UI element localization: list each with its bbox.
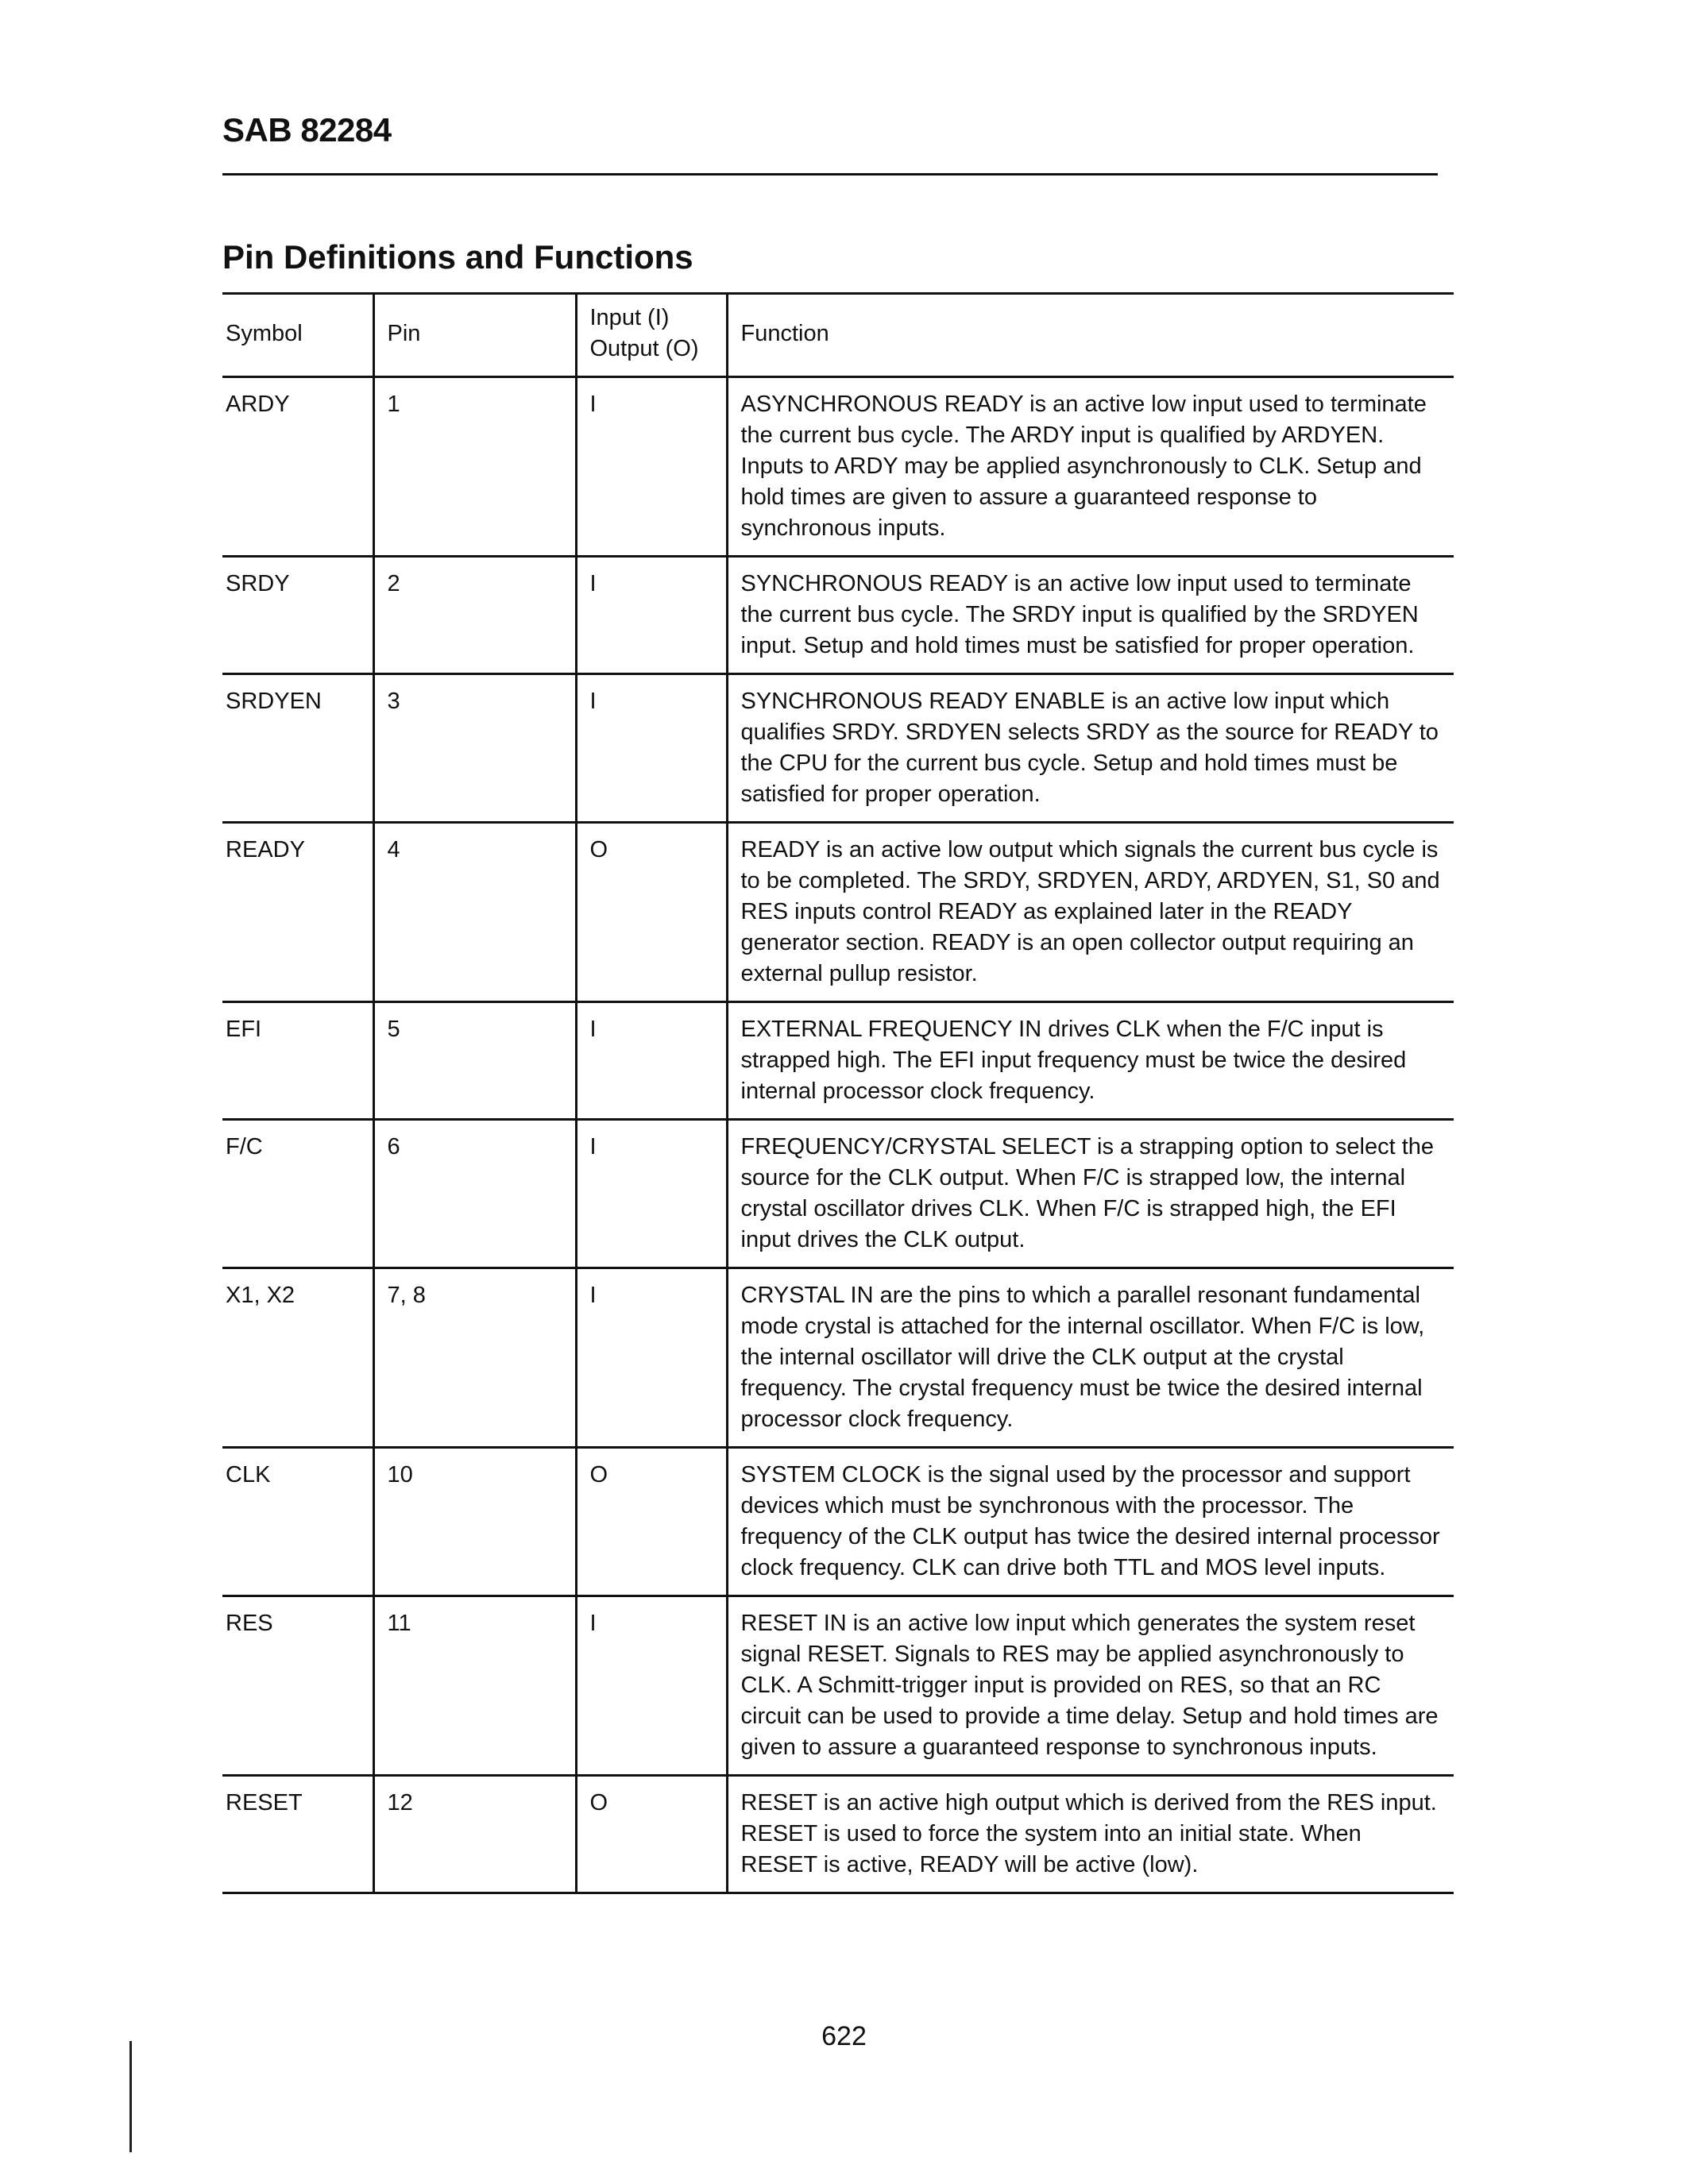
header-divider	[222, 173, 1438, 176]
pin-cell: 2	[373, 557, 576, 674]
symbol-cell: X1, X2	[222, 1268, 373, 1448]
function-cell: SYNCHRONOUS READY ENABLE is an active low input which qualifies SRDY. SRDYEN selects SRDY as the source for READY to the CPU for the current bus cycle. Setup and hold times must be satisfied for proper operation.	[727, 674, 1454, 823]
io-cell: O	[576, 823, 727, 1002]
table-row	[222, 1120, 1454, 1268]
pin-cell: 11	[373, 1596, 576, 1776]
pin-cell: 12	[373, 1776, 576, 1893]
section-title: Pin Definitions and Functions	[222, 238, 693, 276]
function-cell: SYSTEM CLOCK is the signal used by the processor and support devices which must be synchronous with the processor. The frequency of the CLK output has twice the desired internal processor clock frequency. CLK can drive both TTL and MOS level inputs.	[727, 1448, 1454, 1596]
function-cell: FREQUENCY/CRYSTAL SELECT is a strapping option to select the source for the CLK output. When F/C is strapped low, the internal crystal oscillator drives CLK. When F/C is strapped high, the EFI input drives the CLK output.	[727, 1120, 1454, 1268]
pin-cell: 7, 8	[373, 1268, 576, 1448]
symbol-cell: F/C	[222, 1120, 373, 1268]
symbol-cell: ARDY	[222, 377, 373, 557]
function-cell: READY is an active low output which signals the current bus cycle is to be completed. The SRDY, SRDYEN, ARDY, ARDYEN, S1, S0 and RES inputs control READY as explained later in the READY generator section. READY is an open collector output requiring an external pullup resistor.	[727, 823, 1454, 1002]
symbol-cell: READY	[222, 823, 373, 1002]
pin-cell: 3	[373, 674, 576, 823]
table-row	[222, 557, 1454, 674]
table-row	[222, 674, 1454, 823]
pin-definitions-table	[222, 292, 1454, 1894]
column-header-pin: Pin	[373, 294, 576, 377]
function-cell: RESET is an active high output which is derived from the RES input. RESET is used to force the system into an initial state. When RESET is active, READY will be active (low).	[727, 1776, 1454, 1893]
symbol-cell: EFI	[222, 1002, 373, 1120]
symbol-cell: RES	[222, 1596, 373, 1776]
table-row	[222, 1448, 1454, 1596]
pin-cell: 1	[373, 377, 576, 557]
symbol-cell: RESET	[222, 1776, 373, 1893]
column-header-io	[576, 294, 727, 377]
function-cell: ASYNCHRONOUS READY is an active low input used to terminate the current bus cycle. The ARDY input is qualified by ARDYEN. Inputs to ARDY may be applied asynchronously to CLK. Setup and hold times are given to assure a guaranteed response to synchronous inputs.	[727, 377, 1454, 557]
pin-cell: 6	[373, 1120, 576, 1268]
function-cell: SYNCHRONOUS READY is an active low input used to terminate the current bus cycle. The SRDY input is qualified by the SRDYEN input. Setup and hold times must be satisfied for proper operation.	[727, 557, 1454, 674]
pin-cell: 10	[373, 1448, 576, 1596]
io-cell: I	[576, 557, 727, 674]
pin-cell: 4	[373, 823, 576, 1002]
symbol-cell: SRDYEN	[222, 674, 373, 823]
io-cell: I	[576, 377, 727, 557]
table-header-row	[222, 294, 1454, 377]
margin-mark	[129, 2041, 132, 2152]
function-cell: EXTERNAL FREQUENCY IN drives CLK when the F/C input is strapped high. The EFI input frequency must be twice the desired internal processor clock frequency.	[727, 1002, 1454, 1120]
table-row	[222, 1776, 1454, 1893]
io-cell: O	[576, 1776, 727, 1893]
column-header-io-output: Output (O)	[589, 336, 699, 361]
function-cell: CRYSTAL IN are the pins to which a parallel resonant fundamental mode crystal is attached for the internal oscillator. When F/C is low, the internal oscillator will drive the CLK output at the crystal frequency. The crystal frequency must be twice the desired internal processor clock frequency.	[727, 1268, 1454, 1448]
io-cell: I	[576, 674, 727, 823]
table-row	[222, 1002, 1454, 1120]
io-cell: I	[576, 1596, 727, 1776]
symbol-cell: SRDY	[222, 557, 373, 674]
io-cell: I	[576, 1120, 727, 1268]
column-header-io-input: Input (I)	[589, 305, 670, 330]
table-row	[222, 377, 1454, 557]
column-header-function: Function	[727, 294, 1454, 377]
io-cell: O	[576, 1448, 727, 1596]
page-number: 622	[821, 2021, 867, 2051]
table-row	[222, 1268, 1454, 1448]
document-title: SAB 82284	[222, 111, 392, 149]
io-cell: I	[576, 1002, 727, 1120]
table-row	[222, 1596, 1454, 1776]
column-header-symbol: Symbol	[222, 294, 373, 377]
io-cell: I	[576, 1268, 727, 1448]
table-row	[222, 823, 1454, 1002]
symbol-cell: CLK	[222, 1448, 373, 1596]
function-cell: RESET IN is an active low input which generates the system reset signal RESET. Signals to RES may be applied asynchronously to CLK. A Schmitt-trigger input is provided on RES, so that an RC circuit can be used to provide a time delay. Setup and hold times are given to assure a guaranteed response to synchronous inputs.	[727, 1596, 1454, 1776]
pin-cell: 5	[373, 1002, 576, 1120]
